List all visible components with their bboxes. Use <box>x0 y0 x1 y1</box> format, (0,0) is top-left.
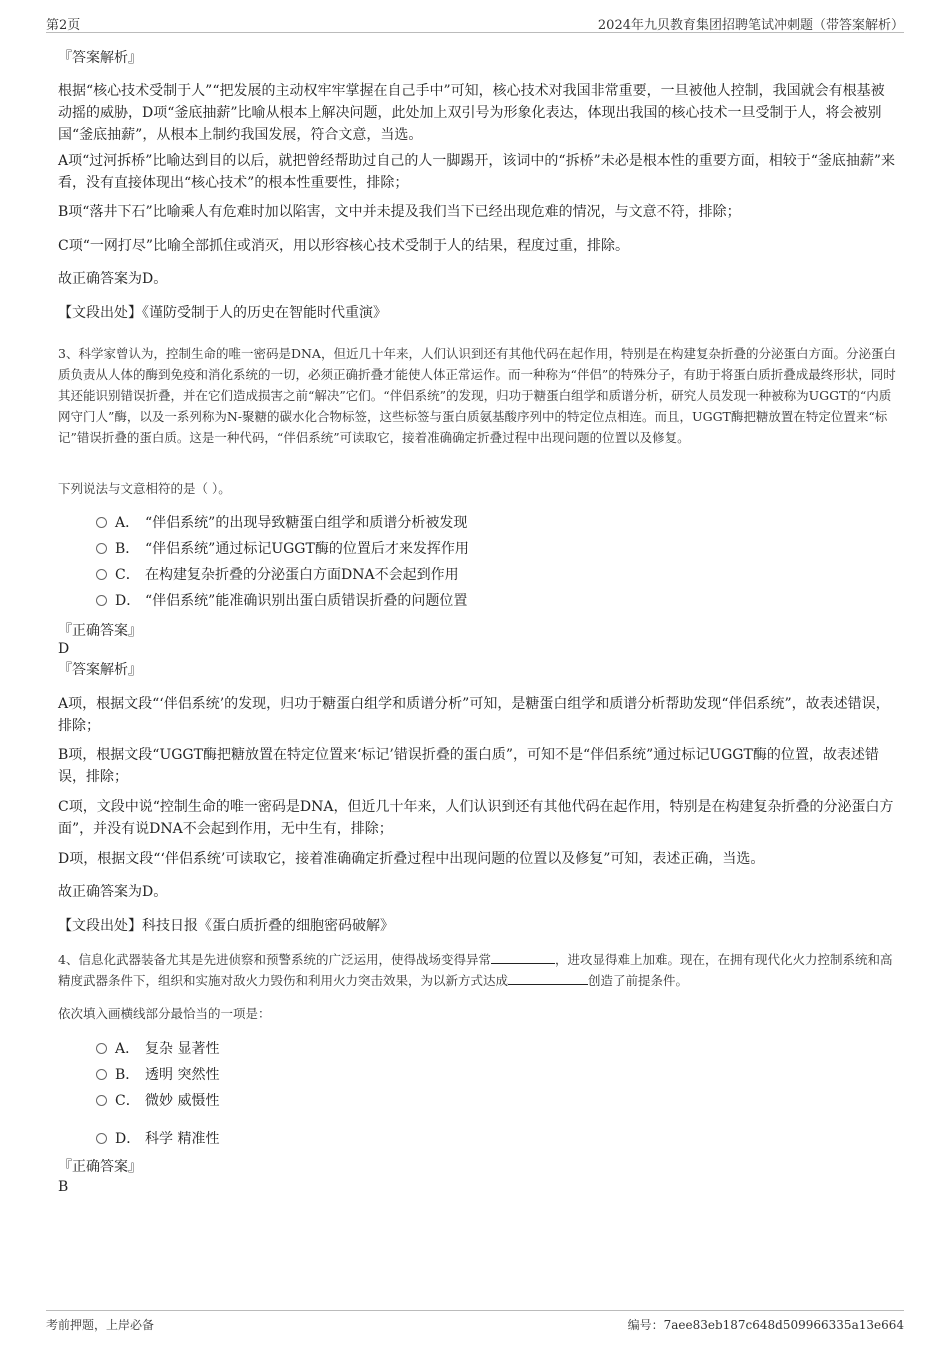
q4-prompt: 依次填入画横线部分最恰当的一项是： <box>58 1006 271 1021</box>
q3-option-b[interactable]: B． “伴侣系统”通过标记UGGT酶的位置后才来发挥作用 <box>96 538 469 560</box>
q2-analysis-title: 『答案解析』 <box>58 50 142 66</box>
footer-slogan: 考前押题，上岸必备 <box>46 1318 155 1332</box>
q3-analysis-para: D项，根据文段“‘伴侣系统’可读取它，接着准确确定折叠过程中出现问题的位置以及修复”可知，表述正确，当选。 <box>58 851 765 867</box>
q3-analysis-para: A项，根据文段“‘伴侣系统’的发现，归功于糖蛋白组学和质谱分析”可知，是糖蛋白组学和质谱分析帮助发现“伴侣系统”，故表述错误，排除； <box>58 696 890 734</box>
page-header <box>46 12 904 33</box>
q3-option-d[interactable]: D． “伴侣系统”能准确识别出蛋白质错误折叠的问题位置 <box>96 590 467 612</box>
q4-option-d[interactable]: D． 科学 精准性 <box>96 1128 219 1150</box>
radio-icon[interactable] <box>96 543 107 554</box>
q4-option-a[interactable]: A． 复杂 显著性 <box>96 1038 219 1060</box>
fill-blank-2[interactable] <box>508 970 588 985</box>
q3-answer-title: 『正确答案』 <box>58 623 142 639</box>
q3-prompt: 下列说法与文意相符的是（ ）。 <box>58 481 231 496</box>
radio-icon[interactable] <box>96 1133 107 1144</box>
radio-icon[interactable] <box>96 569 107 580</box>
q2-analysis-para: B项“落井下石”比喻乘人有危难时加以陷害，文中并未提及我们当下已经出现危难的情况，与文意不符，排除； <box>58 204 741 220</box>
q4-answer: B <box>58 1179 69 1195</box>
q3-option-a[interactable]: A． “伴侣系统”的出现导致糖蛋白组学和质谱分析被发现 <box>96 512 467 534</box>
q4-stem: 4、信息化武器装备尤其是先进侦察和预警系统的广泛运用，使得战场变得异常 ，进攻显得难上加难。现在，在拥有现代化火力控制系统和高精度武器条件下，组织和实施对敌火力毁伤和利用火力突击效果，为以新方式达成 创造了前提条件。 <box>58 949 896 991</box>
radio-icon[interactable] <box>96 1043 107 1054</box>
q2-analysis-para: A项“过河拆桥”比喻达到目的以后，就把曾经帮助过自己的人一脚踢开，该词中的“拆桥”未必是根本性的重要方面，相较于“釜底抽薪”来看，没有直接体现出“核心技术”的根本性重要性，排除； <box>58 153 896 191</box>
q3-analysis-para: B项，根据文段“UGGT酶把糖放置在特定位置来‘标记’错误折叠的蛋白质”，可知不是“伴侣系统”通过标记UGGT酶的位置，故表述错误，排除； <box>58 747 879 785</box>
q4-option-b[interactable]: B． 透明 突然性 <box>96 1064 219 1086</box>
radio-icon[interactable] <box>96 1095 107 1106</box>
q3-answer: D <box>58 641 70 657</box>
page-number: 第2页 <box>46 18 81 33</box>
q3-analysis-title: 『答案解析』 <box>58 662 142 678</box>
q2-conclusion: 故正确答案为D。 <box>58 271 168 287</box>
q2-source: 【文段出处】《谨防受制于人的历史在智能时代重演》 <box>58 305 387 321</box>
radio-icon[interactable] <box>96 517 107 528</box>
q2-analysis-para: C项“一网打尽”比喻全部抓住或消灭，用以形容核心技术受制于人的结果，程度过重，排除。 <box>58 238 630 254</box>
q4-option-c[interactable]: C． 微妙 威慑性 <box>96 1090 219 1112</box>
page-footer <box>46 1310 904 1335</box>
q2-analysis-para: 根据“核心技术受制于人”“把发展的主动权牢牢掌握在自己手中”可知，核心技术对我国非常重要，一旦被他人控制，我国就会有根基被动摇的威胁，D项“釜底抽薪”比喻从根本上解决问题，此处加上双引号为形象化表达，体现出我国的核心技术一旦受制于人，将会被别国“釜底抽薪”，从根本上制约我国发展，符合文意，当选。 <box>58 83 885 143</box>
q4-answer-title: 『正确答案』 <box>58 1159 142 1175</box>
q3-conclusion: 故正确答案为D。 <box>58 884 168 900</box>
document-id: 编号：7aee83eb187c648d509966335a13e664 <box>627 1318 904 1332</box>
fill-blank-1[interactable] <box>491 949 555 964</box>
radio-icon[interactable] <box>96 595 107 606</box>
radio-icon[interactable] <box>96 1069 107 1080</box>
q3-option-c[interactable]: C． 在构建复杂折叠的分泌蛋白方面DNA不会起到作用 <box>96 564 459 586</box>
q3-source: 【文段出处】科技日报《蛋白质折叠的细胞密码破解》 <box>58 918 394 934</box>
document-title: 2024年九贝教育集团招聘笔试冲刺题（带答案解析） <box>597 18 904 33</box>
q3-stem: 3、科学家曾认为，控制生命的唯一密码是DNA，但近几十年来，人们认识到还有其他代码在起作用，特别是在构建复杂折叠的分泌蛋白方面。分泌蛋白质负责从人体的酶到免疫和消化系统的一切，必须正确折叠才能使人体正常运作。而一种称为“伴侣”的特殊分子，有助于将蛋白质折叠成最终形状，同时其还能识别错误折叠，并在它们造成损害之前“解决”它们。“伴侣系统”的发现，归功于糖蛋白组学和质谱分析，研究人员发现一种被称为UGGT的“内质网守门人”酶，以及一系列称为N-聚糖的碳水化合物标签，这些标签与蛋白质氨基酸序列中的特定位点相连。而且，UGGT酶把糖放置在特定位置来“标记”错误折叠的蛋白质。这是一种代码，“伴侣系统”可读取它，接着准确确定折叠过程中出现问题的位置以及修复。 <box>58 346 896 445</box>
q3-analysis-para: C项，文段中说“控制生命的唯一密码是DNA，但近几十年来，人们认识到还有其他代码在起作用，特别是在构建复杂折叠的分泌蛋白方面”，并没有说DNA不会起到作用，无中生有，排除； <box>58 799 894 837</box>
